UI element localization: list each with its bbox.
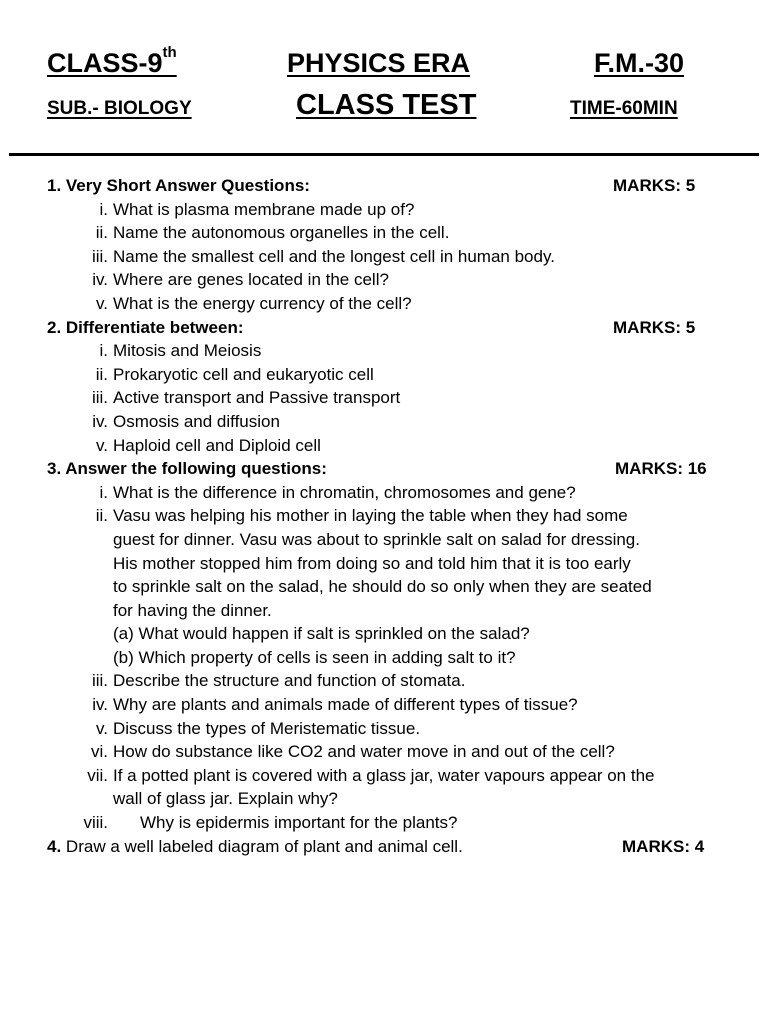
item-number: iv. bbox=[92, 270, 108, 290]
list-item bbox=[47, 245, 747, 269]
section-2-marks: MARKS: 5 bbox=[613, 317, 696, 337]
item-number: iv. bbox=[92, 411, 108, 431]
item-text: How do substance like CO2 and water move in and out of the cell? bbox=[113, 742, 615, 762]
section-2-heading bbox=[47, 316, 747, 340]
item-continuation bbox=[47, 575, 747, 599]
list-item bbox=[47, 198, 747, 222]
item-text: What is plasma membrane made up of? bbox=[113, 199, 415, 219]
item-text: Haploid cell and Diploid cell bbox=[113, 435, 321, 455]
section-1-heading bbox=[47, 174, 747, 198]
item-number: iii. bbox=[91, 388, 108, 408]
list-item bbox=[47, 339, 747, 363]
item-text: What is the energy currency of the cell? bbox=[113, 293, 412, 313]
sub-question-b: (b) Which property of cells is seen in adding salt to it? bbox=[113, 647, 516, 667]
item-text: Why are plants and animals made of different types of tissue? bbox=[113, 695, 578, 715]
question-4-text: Draw a well labeled diagram of plant and animal cell. bbox=[65, 836, 463, 856]
paper-title: PHYSICS ERA bbox=[287, 48, 471, 78]
list-item bbox=[47, 481, 747, 505]
item-text: Name the smallest cell and the longest cell in human body. bbox=[113, 246, 555, 266]
list-item bbox=[47, 434, 747, 458]
item-text-continued: to sprinkle salt on the salad, he should do so only when they are seated bbox=[113, 577, 652, 597]
section-2-title: 2. Differentiate between: bbox=[47, 317, 244, 337]
item-number: i. bbox=[99, 199, 108, 219]
item-text-continued: wall of glass jar. Explain why? bbox=[113, 789, 338, 809]
item-text-continued: for having the dinner. bbox=[113, 600, 272, 620]
item-continuation bbox=[47, 552, 747, 576]
time-label: TIME-60MIN bbox=[570, 98, 678, 119]
item-number: ii. bbox=[95, 223, 108, 243]
section-1-marks: MARKS: 5 bbox=[613, 176, 696, 195]
item-number: iv. bbox=[92, 695, 108, 715]
list-item bbox=[47, 504, 747, 528]
list-item bbox=[47, 693, 747, 717]
item-text: Active transport and Passive transport bbox=[113, 388, 401, 408]
section-3-marks: MARKS: 16 bbox=[615, 459, 707, 479]
item-number: i. bbox=[99, 482, 108, 502]
class-label: CLASS-9th bbox=[47, 44, 177, 78]
item-number: vi. bbox=[91, 742, 108, 762]
class-superscript: th bbox=[162, 44, 177, 61]
list-item bbox=[47, 292, 747, 316]
item-text: Osmosis and diffusion bbox=[113, 411, 280, 431]
list-item bbox=[47, 717, 747, 741]
item-text: Why is epidermis important for the plants? bbox=[140, 813, 458, 833]
item-number: ii. bbox=[95, 506, 108, 526]
item-text: Describe the structure and function of stomata. bbox=[113, 671, 466, 691]
item-number: v. bbox=[96, 718, 108, 738]
item-text: Vasu was helping his mother in laying the table when they had some bbox=[113, 506, 628, 526]
sub-question bbox=[47, 646, 747, 670]
list-item bbox=[47, 811, 747, 835]
list-item bbox=[47, 386, 747, 410]
header-divider bbox=[9, 153, 759, 156]
question-4-marks: MARKS: 4 bbox=[622, 836, 705, 856]
item-text: Mitosis and Meiosis bbox=[113, 341, 262, 361]
item-number: iii. bbox=[91, 671, 108, 691]
item-number: viii. bbox=[83, 813, 108, 833]
question-4-number: 4. bbox=[47, 836, 62, 856]
item-text-continued: guest for dinner. Vasu was about to sprinkle salt on salad for dressing. bbox=[113, 529, 640, 549]
item-text: Discuss the types of Meristematic tissue. bbox=[113, 718, 421, 738]
sub-question bbox=[47, 622, 747, 646]
sub-question-a: (a) What would happen if salt is sprinkled on the salad? bbox=[113, 624, 530, 644]
item-text: Where are genes located in the cell? bbox=[113, 270, 389, 290]
item-continuation bbox=[47, 528, 747, 552]
list-item bbox=[47, 764, 747, 788]
item-number: v. bbox=[96, 435, 108, 455]
list-item bbox=[47, 221, 747, 245]
item-number: iii. bbox=[91, 246, 108, 266]
item-number: i. bbox=[99, 341, 108, 361]
item-continuation bbox=[47, 599, 747, 623]
item-text: If a potted plant is covered with a glass jar, water vapours appear on the bbox=[113, 765, 655, 785]
item-text-continued: His mother stopped him from doing so and told him that it is too early bbox=[113, 553, 631, 573]
item-number: vii. bbox=[87, 765, 108, 785]
test-type: CLASS TEST bbox=[296, 89, 477, 121]
item-number: v. bbox=[96, 293, 108, 313]
full-marks: F.M.-30 bbox=[594, 48, 685, 78]
question-4 bbox=[47, 835, 747, 859]
item-text: What is the difference in chromatin, chromosomes and gene? bbox=[113, 482, 576, 502]
item-text: Name the autonomous organelles in the cell. bbox=[113, 223, 450, 243]
list-item bbox=[47, 363, 747, 387]
list-item bbox=[47, 740, 747, 764]
subject-label: SUB.- BIOLOGY bbox=[47, 98, 192, 119]
item-continuation bbox=[47, 787, 747, 811]
list-item bbox=[47, 268, 747, 292]
item-text: Prokaryotic cell and eukaryotic cell bbox=[113, 364, 374, 384]
item-number: ii. bbox=[95, 364, 108, 384]
list-item bbox=[47, 669, 747, 693]
section-3-heading bbox=[47, 457, 747, 481]
list-item bbox=[47, 410, 747, 434]
section-1-title: 1. Very Short Answer Questions: bbox=[47, 176, 310, 195]
section-3-title: 3. Answer the following questions: bbox=[47, 459, 327, 479]
question-list bbox=[47, 174, 747, 858]
